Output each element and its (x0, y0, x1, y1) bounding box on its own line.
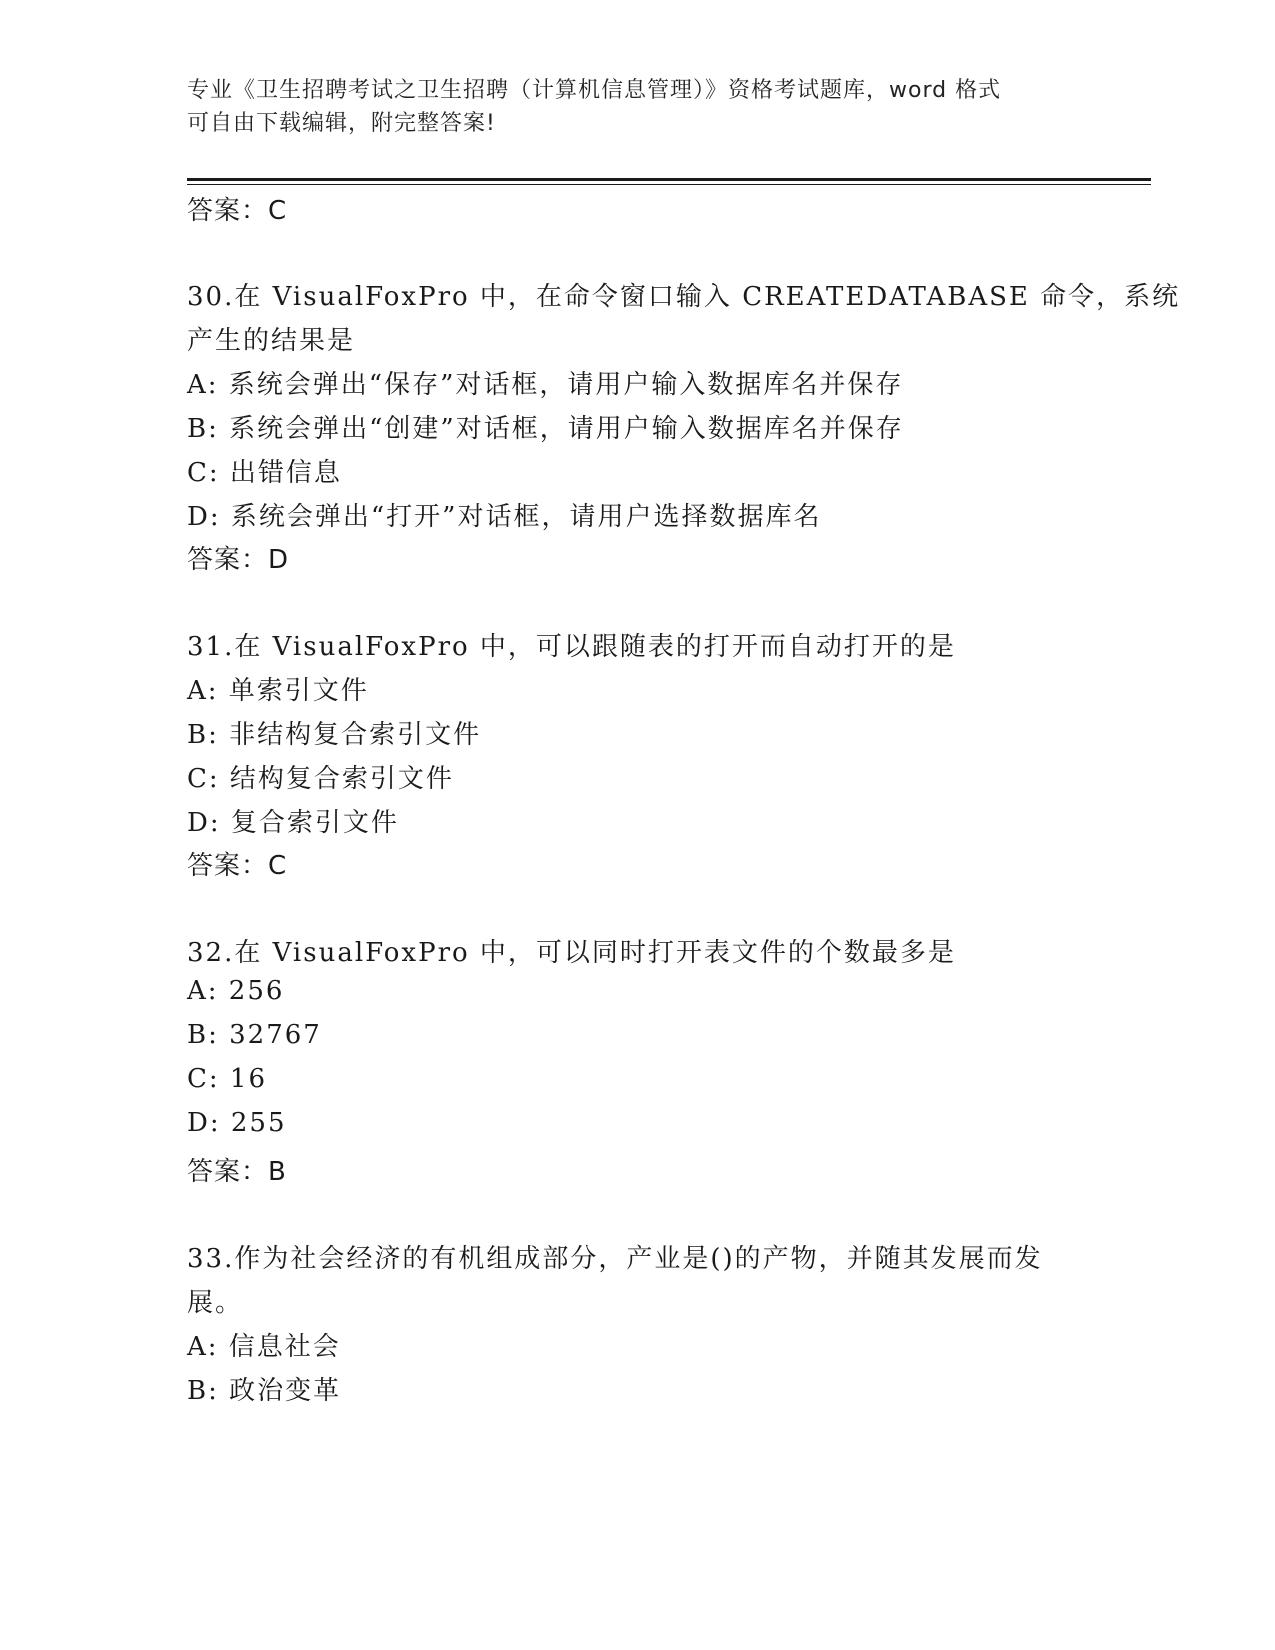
question-32-option-b: B: 32767 (187, 1020, 322, 1050)
question-33-text-cont: 展。 (187, 1288, 244, 1318)
question-32-option-d: D: 255 (187, 1108, 287, 1138)
question-30-text-cont: 产生的结果是 (187, 326, 356, 356)
question-31-option-a: A: 单索引文件 (187, 676, 369, 706)
question-33-option-b: B: 政治变革 (187, 1376, 342, 1406)
answer-30: 答案：D (187, 545, 290, 575)
answer-31: 答案：C (187, 851, 288, 881)
question-32-option-c: C: 16 (187, 1064, 268, 1094)
question-30-option-c: C: 出错信息 (187, 458, 342, 488)
question-31-option-d: D: 复合索引文件 (187, 808, 399, 838)
question-32-option-a: A: 256 (187, 976, 285, 1006)
question-33-text: 33.作为社会经济的有机组成部分，产业是()的产物，并随其发展而发 (187, 1244, 1043, 1274)
question-31-option-c: C: 结构复合索引文件 (187, 764, 454, 794)
question-31-text: 31.在 VisualFoxPro 中，可以跟随表的打开而自动打开的是 (187, 632, 956, 662)
question-30-option-a: A: 系统会弹出“保存”对话框，请用户输入数据库名并保存 (187, 370, 904, 400)
answer-29: 答案：C (187, 196, 288, 226)
question-32-text: 32.在 VisualFoxPro 中，可以同时打开表文件的个数最多是 (187, 938, 956, 968)
question-30-text: 30.在 VisualFoxPro 中，在命令窗口输入 CREATEDATABASE 命令，系统 (187, 282, 1181, 312)
document-header (187, 74, 1087, 140)
question-33-option-a: A: 信息社会 (187, 1332, 341, 1362)
header-line-1: 专业《卫生招聘考试之卫生招聘（计算机信息管理）》资格考试题库，word 格式 (187, 78, 1002, 103)
answer-32: 答案：B (187, 1157, 287, 1187)
question-31-option-b: B: 非结构复合索引文件 (187, 720, 482, 750)
header-line-2: 可自由下载编辑，附完整答案! (187, 111, 496, 136)
header-divider-thick (187, 178, 1151, 181)
question-30-option-b: B: 系统会弹出“创建”对话框，请用户输入数据库名并保存 (187, 414, 904, 444)
question-30-option-d: D: 系统会弹出“打开”对话框，请用户选择数据库名 (187, 502, 822, 532)
header-divider-thin (187, 184, 1151, 185)
